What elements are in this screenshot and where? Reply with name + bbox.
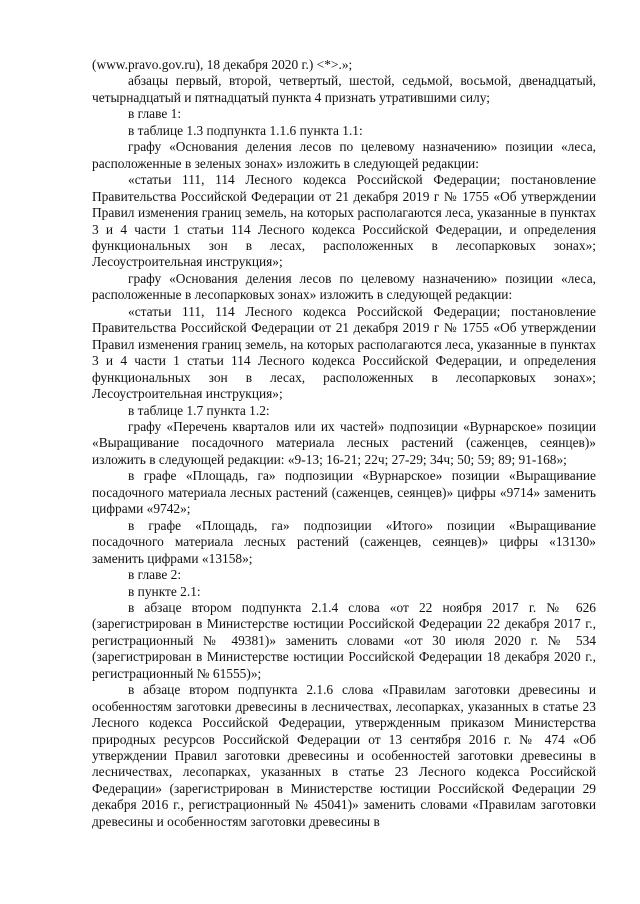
document-page: [92, 57, 596, 830]
paragraph-16: в абзаце втором подпункта 2.1.6 слова «Правилам заготовки древесины и особенностям заготовки древесины в лесничествах, лесопарках, указанных в статье 23 Лесного кодекса Российской Федерации, утвержденным приказом Министерства природных ресурсов Российской Федерации от 13 сентября 2016 г. № 474 «Об утверждении Правил заготовки древесины и особенностей заготовки древесины в лесничествах, лесопарках, указанных в статье 23 Лесного кодекса Российской Федерации» (зарегистрирован в Министерстве юстиции Российской Федерации 29 декабря 2016 г., регистрационный № 45041)» заменить словами «Правилам заготовки древесины и особенностям заготовки древесины в: [92, 682, 596, 829]
paragraph-7: графу «Основания деления лесов по целевому назначению» позиции «леса, расположенные в лесопарковых зонах» изложить в следующей редакции:: [92, 270, 596, 303]
paragraph-15: в абзаце втором подпункта 2.1.4 слова «от 22 ноября 2017 г. № 626 (зарегистрирован в Министерстве юстиции Российской Федерации 22 декабря 2017 г., регистрационный № 49381)» заменить словами «от 30 июля 2020 г. № 534 (зарегистрирован в Министерстве юстиции Российской Федерации 18 декабря 2020 г., регистрационный № 61555)»;: [92, 599, 596, 681]
paragraph-11: в графе «Площадь, га» подпозиции «Вурнарское» позиции «Выращивание посадочного материала лесных растений (саженцев, сеянцев)» цифры «9714» заменить цифрами «9742»;: [92, 468, 596, 517]
paragraph-5: графу «Основания деления лесов по целевому назначению» позиции «леса, расположенные в зеленых зонах» изложить в следующей редакции:: [92, 139, 596, 171]
paragraph-9: в таблице 1.7 пункта 1.2:: [128, 402, 270, 418]
paragraph-13: в главе 2:: [128, 567, 182, 583]
paragraph-3: в главе 1:: [128, 106, 182, 122]
paragraph-6: «статьи 111, 114 Лесного кодекса Российской Федерации; постановление Правительства Российской Федерации от 21 декабря 2019 г № 1755 «Об утверждении Правил изменения границ земель, на которых располагаются леса, указанные в пунктах 3 и 4 части 1 статьи 114 Лесного кодекса Российской Федерации, и определения функциональных зон в лесах, расположенных в лесопарковых зонах»; Лесоустроительная инструкция»;: [92, 172, 596, 270]
paragraph-14: в пункте 2.1:: [128, 583, 201, 599]
paragraph-12: в графе «Площадь, га» подпозиции «Итого» позиции «Выращивание посадочного материала лесных растений (саженцев, сеянцев)» цифры «13130» заменить цифрами «13158»;: [92, 517, 596, 566]
paragraph-10: графу «Перечень кварталов или их частей» подпозиции «Вурнарское» позиции «Выращивание посадочного материала лесных растений (саженцев, сеянцев)» изложить в следующей редакции: «9-13; 16-21; 22ч; 27-29; 34ч; 50; 59; 89; 91-168»;: [92, 418, 596, 467]
paragraph-8: «статьи 111, 114 Лесного кодекса Российской Федерации; постановление Правительства Российской Федерации от 21 декабря 2019 г № 1755 «Об утверждении Правил изменения границ земель, на которых располагаются леса, указанные в пунктах 3 и 4 части 1 статьи 114 Лесного кодекса Российской Федерации, и определения функциональных зон в лесах, расположенных в лесопарковых зонах»; Лесоустроительная инструкция»;: [92, 303, 596, 402]
paragraph-4: в таблице 1.3 подпункта 1.1.6 пункта 1.1:: [128, 122, 363, 138]
paragraph-1: (www.pravo.gov.ru), 18 декабря 2020 г.) <*>.»;: [92, 57, 353, 72]
paragraph-2: абзацы первый, второй, четвертый, шестой, седьмой, восьмой, двенадцатый, четырнадцатый и пятнадцатый пункта 4 признать утратившими силу;: [92, 73, 596, 105]
